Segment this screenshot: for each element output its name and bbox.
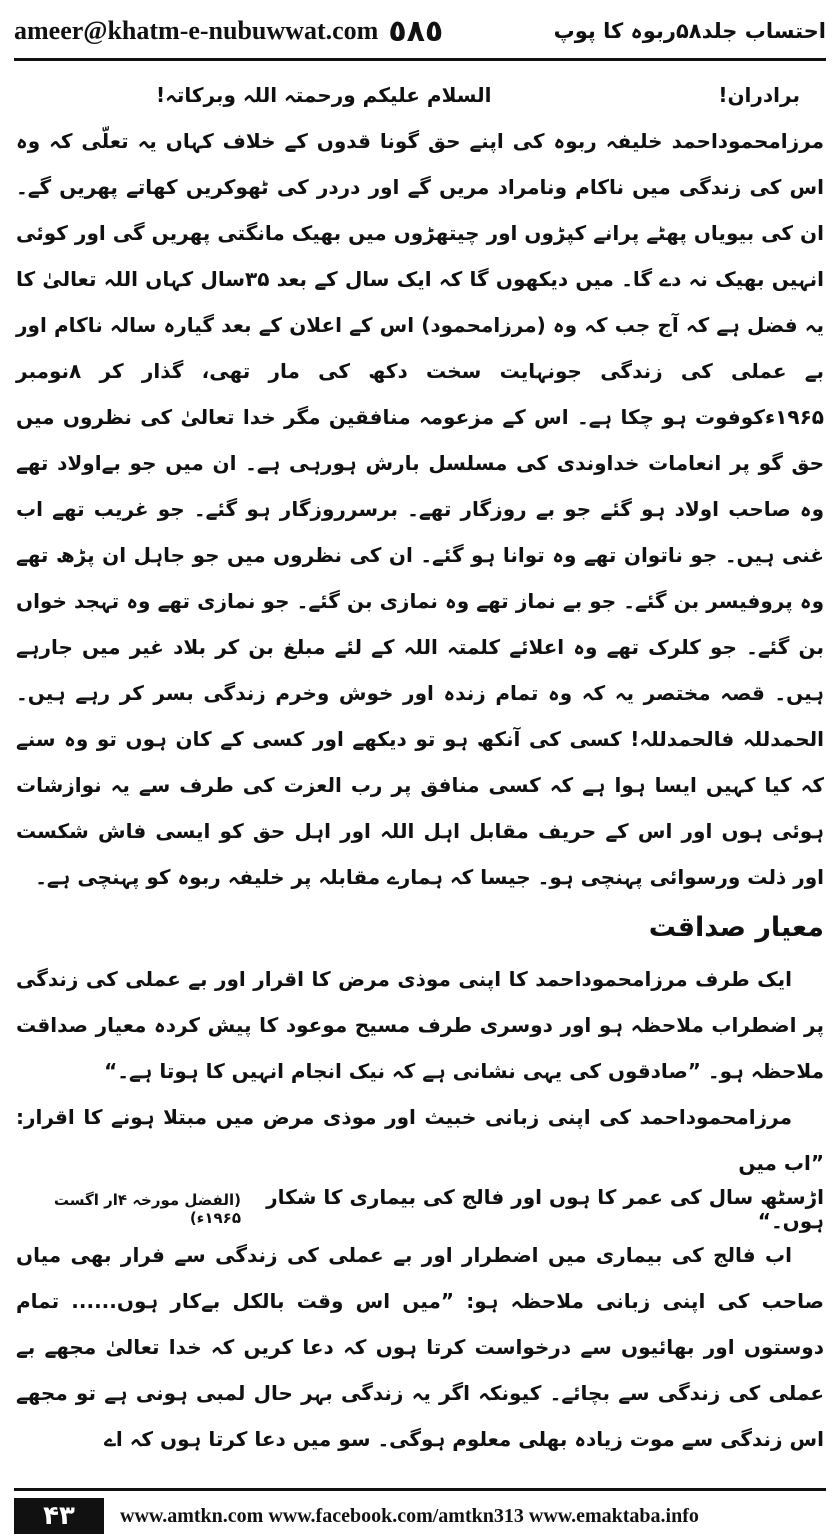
citation: (الفضل مورخہ ۴ار اگست ۱۹۶۵ء) [53, 1191, 241, 1227]
body-text [16, 72, 824, 1472]
paragraph-3: مرزامحموداحمد کی اپنی زبانی خبیث اور موذی مرض میں مبتلا ہونے کا اقرار: ”اب میں [16, 1105, 824, 1175]
salutation-line [16, 72, 824, 118]
header-rule [14, 58, 826, 61]
salutation-address: برادران! [718, 83, 800, 107]
footer-urls: www.amtkn.com www.facebook.com/amtkn313 www.emaktaba.info [120, 1504, 699, 1527]
footer-page-number: ۴۳ [14, 1498, 104, 1534]
footer-rule [14, 1488, 826, 1491]
section-heading: معیار صداقت [648, 912, 824, 943]
paragraph-1: مرزامحموداحمد خلیفہ ربوہ کی اپنے حق گونا قدوں کے خلاف کہاں یہ تعلّی کہ وہ اس کی زندگی میں ناکام ونامراد مریں گے اور دردر کی ٹھوکریں کھاتے پھریں گے۔ ان کی بیویاں پھٹے پرانے کپڑوں اور چیتھڑوں میں بھیک مانگتی پھریں گی اور کوئی انہیں بھیک نہ دے گا۔ میں دیکھوں گا کہ ایک سال کے بعد ۳۵سال کہاں اللہ تعالیٰ کا یہ فضل ہے کہ آج جب کہ وہ (مرزامحمود) اس کے اعلان کے بعد گیارہ سالہ ناکام اور بے عملی کی زندگی جونہایت سخت دکھ کی مار تھی، گذار کر ۸نومبر ۱۹۶۵ءکوفوت ہو چکا ہے۔ اس کے مزعومہ منافقین مگر خدا تعالیٰ کی نظروں میں حق گو پر انعامات خداوندی کی مسلسل بارش ہورہی ہے۔ ان میں جو بےاولاد تھے وہ صاحب اولاد ہو گئے جو بے روزگار تھے۔ برسرروزگار ہو گئے۔ جو غریب تھے اب غنی ہیں۔ جو ناتوان تھے وہ توانا ہو گئے۔ ان کی نظروں میں جو جاہل ان پڑھ تھے وہ پروفیسر بن گئے۔ جو بے نماز تھے وہ نمازی بن گئے۔ جو نمازی تھے وہ تہجد خواں بن گئے۔ جو کلرک تھے وہ اعلائے کلمتہ اللہ کے لئے مبلغ بن کر بلاد غیر میں جارہے ہیں۔ قصہ مختصر یہ کہ وہ تمام زندہ اور خوش وخرم زندگی بسر کر رہے ہیں۔ الحمدللہ فالحمدللہ! کسی کی آنکھ ہو تو دیکھے اور کسی کے کان ہوں تو وہ سنے کہ کیا کہیں ایسا ہوا ہے کہ کسی منافق پر رب العزت کی طرف سے یہ نوازشات ہوئی ہوں اور اس کے حریف مقابل اہل اللہ اور اہل حق کو ایسی فاش شکست اور ذلت ورسوائی پہنچی ہو۔ جیسا کہ ہمارے مقابلہ پر خلیفہ ربوہ کو پہنچی ہے۔ [16, 129, 825, 889]
page-header [14, 6, 826, 56]
paragraph-3-end: اڑسٹھ سال کی عمر کا ہوں اور فالج کی بیماری کا شکار ہوں۔“ [266, 1185, 824, 1233]
salutation-greeting: السلام علیکم ورحمتہ اللہ وبرکاتہ! [156, 83, 492, 107]
paragraph-2: ایک طرف مرزامحموداحمد کا اپنی موذی مرض کا اقرار اور بے عملی کی زندگی پر اضطراب ملاحظہ ہو اور دوسری طرف مسیح موعود کا پیش کردہ معیار صداقت ملاحظہ ہو۔ ”صادقوں کی یہی نشانی ہے کہ نیک انجام انہیں کا ہوتا ہے۔“ [16, 967, 824, 1083]
header-book-title: احتساب جلد۵۸ربوہ کا پوپ [553, 19, 826, 43]
citation-line [16, 1186, 824, 1232]
header-page-number: ٥٨٥ [388, 13, 444, 49]
header-left [14, 14, 443, 49]
paragraph-4: اب فالج کی بیماری میں اضطرار اور بے عملی کی زندگی سے فرار بھی میاں صاحب کی اپنی زبانی ملاحظہ ہو: ”میں اس وقت بالکل بےکار ہوں...... تمام دوستوں اور بھائیوں سے درخواست کرتا ہوں کہ دعا کریں کہ خدا تعالیٰ مجھے بے عملی کی زندگی سے بچائے۔ کیونکہ اگر یہ زندگی بہر حال لمبی ہونی ہے تو مجھے اس زندگی سے موت زیادہ بھلی معلوم ہوگی۔ سو میں دعا کرتا ہوں کہ اے [16, 1243, 824, 1451]
page-footer [14, 1496, 826, 1536]
header-email: ameer@khatm-e-nubuwwat.com [14, 16, 379, 45]
